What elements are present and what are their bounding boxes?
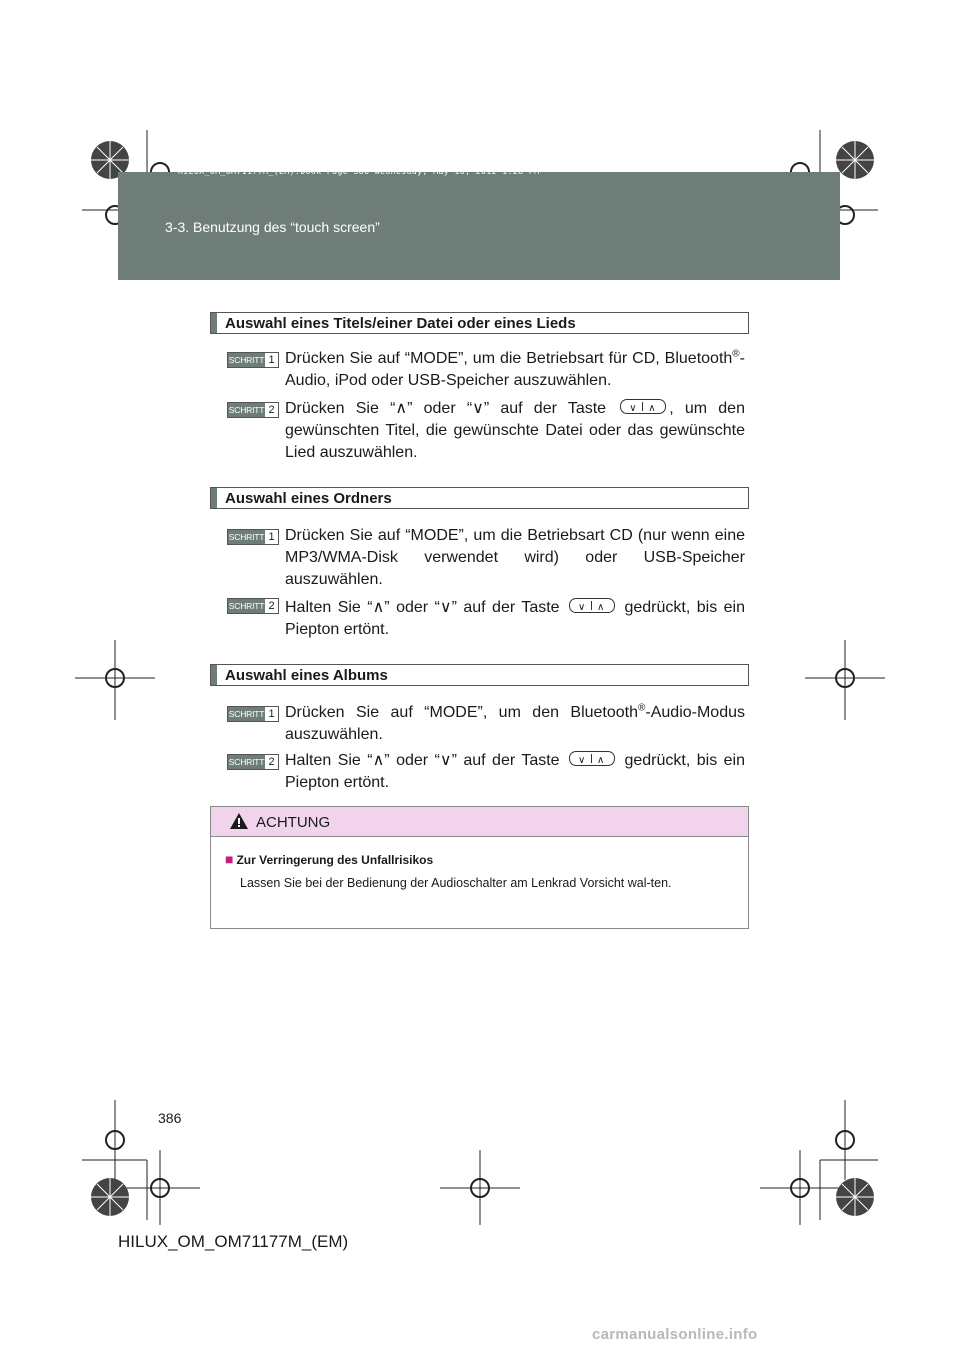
step-text: Halten Sie “∧” oder “∨” auf der Taste ∨ ∧ gedrückt, bis ein Piepton ertönt. <box>285 599 745 638</box>
warning-text: Lassen Sie bei der Bedienung der Audioschalter am Lenkrad Vorsicht wal-ten. <box>240 876 672 890</box>
section-marker <box>211 313 217 333</box>
step-text: Drücken Sie auf “MODE”, um die Betriebsart CD (nur wenn eine MP3/WMA-Disk verwendet wird) oder USB-Speicher auszuwählen. <box>285 527 745 588</box>
section-title: Auswahl eines Titels/einer Datei oder eines Lieds <box>225 315 576 332</box>
square-bullet-icon: ■ <box>225 851 234 867</box>
seek-switch-icon: ∨ ∧ <box>569 598 615 613</box>
doc-code: HILUX_OM_OM71177M_(EM) <box>118 1232 349 1251</box>
section-heading <box>210 664 749 686</box>
section-breadcrumb: 3-3. Benutzung des “touch screen” <box>165 219 380 235</box>
step-badge: SCHRITT 2 <box>227 598 279 614</box>
seek-switch-icon: ∨ ∧ <box>569 751 615 766</box>
step-badge: SCHRITT 2 <box>227 754 279 770</box>
section-heading <box>210 312 749 334</box>
step-text: Drücken Sie auf “MODE”, um den Bluetooth®-Audio-Modus auszuwählen. <box>285 702 745 743</box>
step-text: Drücken Sie auf “MODE”, um die Betriebsart für CD, Bluetooth®-Audio, iPod oder USB-Speicher auszuwählen. <box>285 348 745 389</box>
step-text: Drücken Sie “∧” oder “∨” auf der Taste ∨ ∧ , um den gewünschten Titel, die gewünschte Datei oder das gewünschte Lied auszuwählen. <box>285 400 745 461</box>
warning-header <box>211 807 748 837</box>
warning-box <box>210 806 749 929</box>
section-heading <box>210 487 749 509</box>
step-badge: SCHRITT 2 <box>227 402 279 418</box>
page-number: 386 <box>158 1110 182 1126</box>
warning-subheading: ■ Zur Verringerung des Unfallrisikos <box>225 851 434 867</box>
seek-switch-icon: ∨ ∧ <box>620 399 666 414</box>
book-stamp: HILUX_OM_OM71177M_(EM).book Page 386 Wednesday, May 16, 2012 1:28 PM <box>178 167 540 176</box>
step-badge: SCHRITT 1 <box>227 352 279 368</box>
warning-label: ACHTUNG <box>256 814 331 831</box>
section-marker <box>211 488 217 508</box>
section-title: Auswahl eines Albums <box>225 667 388 684</box>
section-title: Auswahl eines Ordners <box>225 490 392 507</box>
step-badge: SCHRITT 1 <box>227 529 279 545</box>
step-text: Halten Sie “∧” oder “∨” auf der Taste ∨ ∧ gedrückt, bis ein Piepton ertönt. <box>285 752 745 791</box>
watermark: carmanualsonline.info <box>592 1326 758 1343</box>
warning-triangle-icon <box>229 812 249 830</box>
step-badge: SCHRITT 1 <box>227 706 279 722</box>
section-marker <box>211 665 217 685</box>
